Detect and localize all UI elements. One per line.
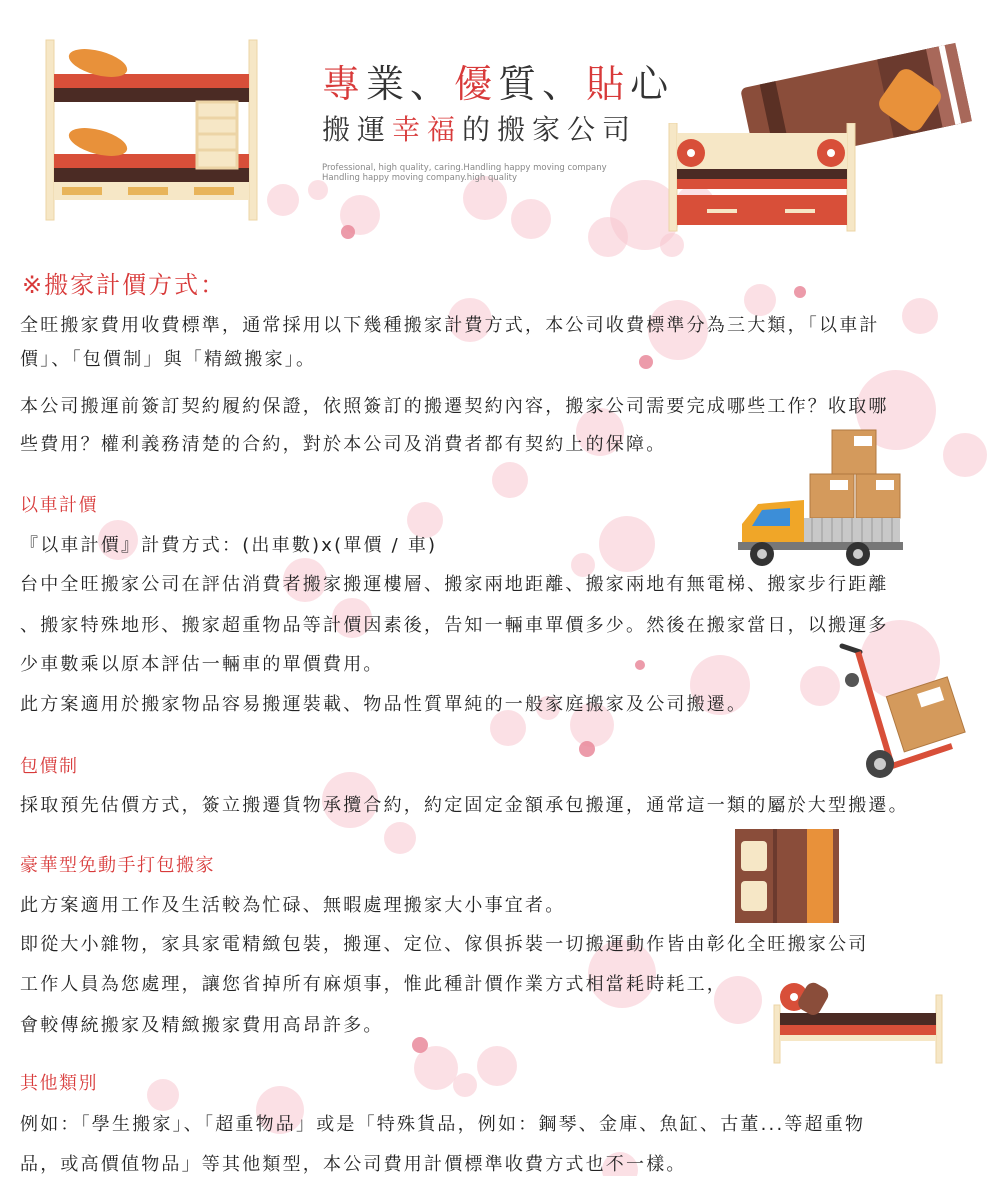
delivery-truck-icon xyxy=(728,428,908,570)
hero-english-tagline xyxy=(322,163,607,183)
bed-side-icon xyxy=(772,975,944,1065)
hero-title-char: 優 xyxy=(454,62,499,106)
truck-pricing-heading: 以車計價 xyxy=(20,495,98,516)
hero-title-char: 心 xyxy=(630,62,675,106)
deluxe-heading: 豪華型免動手打包搬家 xyxy=(20,855,215,876)
other-line: 例如：「學生搬家」、「超重物品」或是「特殊貨品，例如：鋼琴、金庫、魚缸、古董...等超重物 xyxy=(20,1114,866,1135)
bunk-bed-icon xyxy=(40,38,265,223)
other-line: 品，或高價值物品」等其他類型，本公司費用計價標準收費方式也不一樣。 xyxy=(20,1154,687,1175)
hero-english-line: Handling happy moving company.high quality xyxy=(322,173,518,183)
hand-truck-icon xyxy=(832,640,972,782)
truck-pricing-formula: 『以車計價』計費方式：(出車數)x(單價 / 車) xyxy=(20,535,438,556)
hero-subtitle-highlight: 幸福 xyxy=(392,113,463,146)
section-title: ※搬家計價方式： xyxy=(22,271,227,299)
truck-pricing-line: 少車數乘以原本評估一輛車的單價費用。 xyxy=(20,654,384,675)
intro-line: 本公司搬運前簽訂契約履約保證，依照簽訂的搬遷契約內容，搬家公司需要完成哪些工作？收取哪 xyxy=(20,396,889,417)
deluxe-line: 工作人員為您處理，讓您省掉所有麻煩事，惟此種計價作業方式相當耗時耗工， xyxy=(20,974,727,995)
hero-title-char: 貼 xyxy=(586,62,631,106)
truck-pricing-line: 台中全旺搬家公司在評估消費者搬家搬運樓層、搬家兩地距離、搬家兩地有無電梯、搬家步行距離 xyxy=(20,574,889,595)
deluxe-line: 會較傳統搬家及精緻搬家費用高昂許多。 xyxy=(20,1015,384,1036)
hero-title-char: 、 xyxy=(542,62,587,106)
hero-subtitle-part: 的搬家公司 xyxy=(462,113,638,146)
hero-subtitle-part: 搬運 xyxy=(322,113,393,146)
hero-english-line: Professional, high quality, caring.Handling happy moving company xyxy=(322,163,607,173)
deluxe-line: 即從大小雜物，家具家電精緻包裝，搬運、定位、傢俱拆裝一切搬運動作皆由彰化全旺搬家公司 xyxy=(20,934,869,955)
deluxe-line: 此方案適用工作及生活較為忙碌、無暇處理搬家大小事宜者。 xyxy=(20,895,566,916)
intro-line: 些費用？權利義務清楚的合約，對於本公司及消費者都有契約上的保障。 xyxy=(20,434,667,455)
hero-title-char: 、 xyxy=(410,62,455,106)
hero-title xyxy=(322,62,674,106)
truck-pricing-line: 此方案適用於搬家物品容易搬運裝載、物品性質單純的一般家庭搬家及公司搬遷。 xyxy=(20,694,748,715)
other-heading: 其他類別 xyxy=(20,1073,98,1094)
intro-line: 全旺搬家費用收費標準，通常採用以下幾種搬家計費方式，本公司收費標準分為三大類，「以車計 xyxy=(20,315,880,336)
hero-title-char: 專 xyxy=(322,62,367,106)
bed-frame-icon xyxy=(667,123,860,233)
bed-top-small-icon xyxy=(735,829,840,923)
hero-subtitle xyxy=(322,112,637,148)
hero-title-char: 質 xyxy=(498,62,543,106)
truck-pricing-line: 、搬家特殊地形、搬家超重物品等計價因素後，告知一輛車單價多少。然後在搬家當日，以搬運多 xyxy=(20,615,889,636)
intro-line: 價」、「包價制」與「精緻搬家」。 xyxy=(20,349,317,370)
package-line: 採取預先估價方式，簽立搬遷貨物承攬合約，約定固定金額承包搬運，通常這一類的屬於大型搬遷。 xyxy=(20,795,909,816)
package-heading: 包價制 xyxy=(20,756,79,777)
hero-title-char: 業 xyxy=(366,62,411,106)
